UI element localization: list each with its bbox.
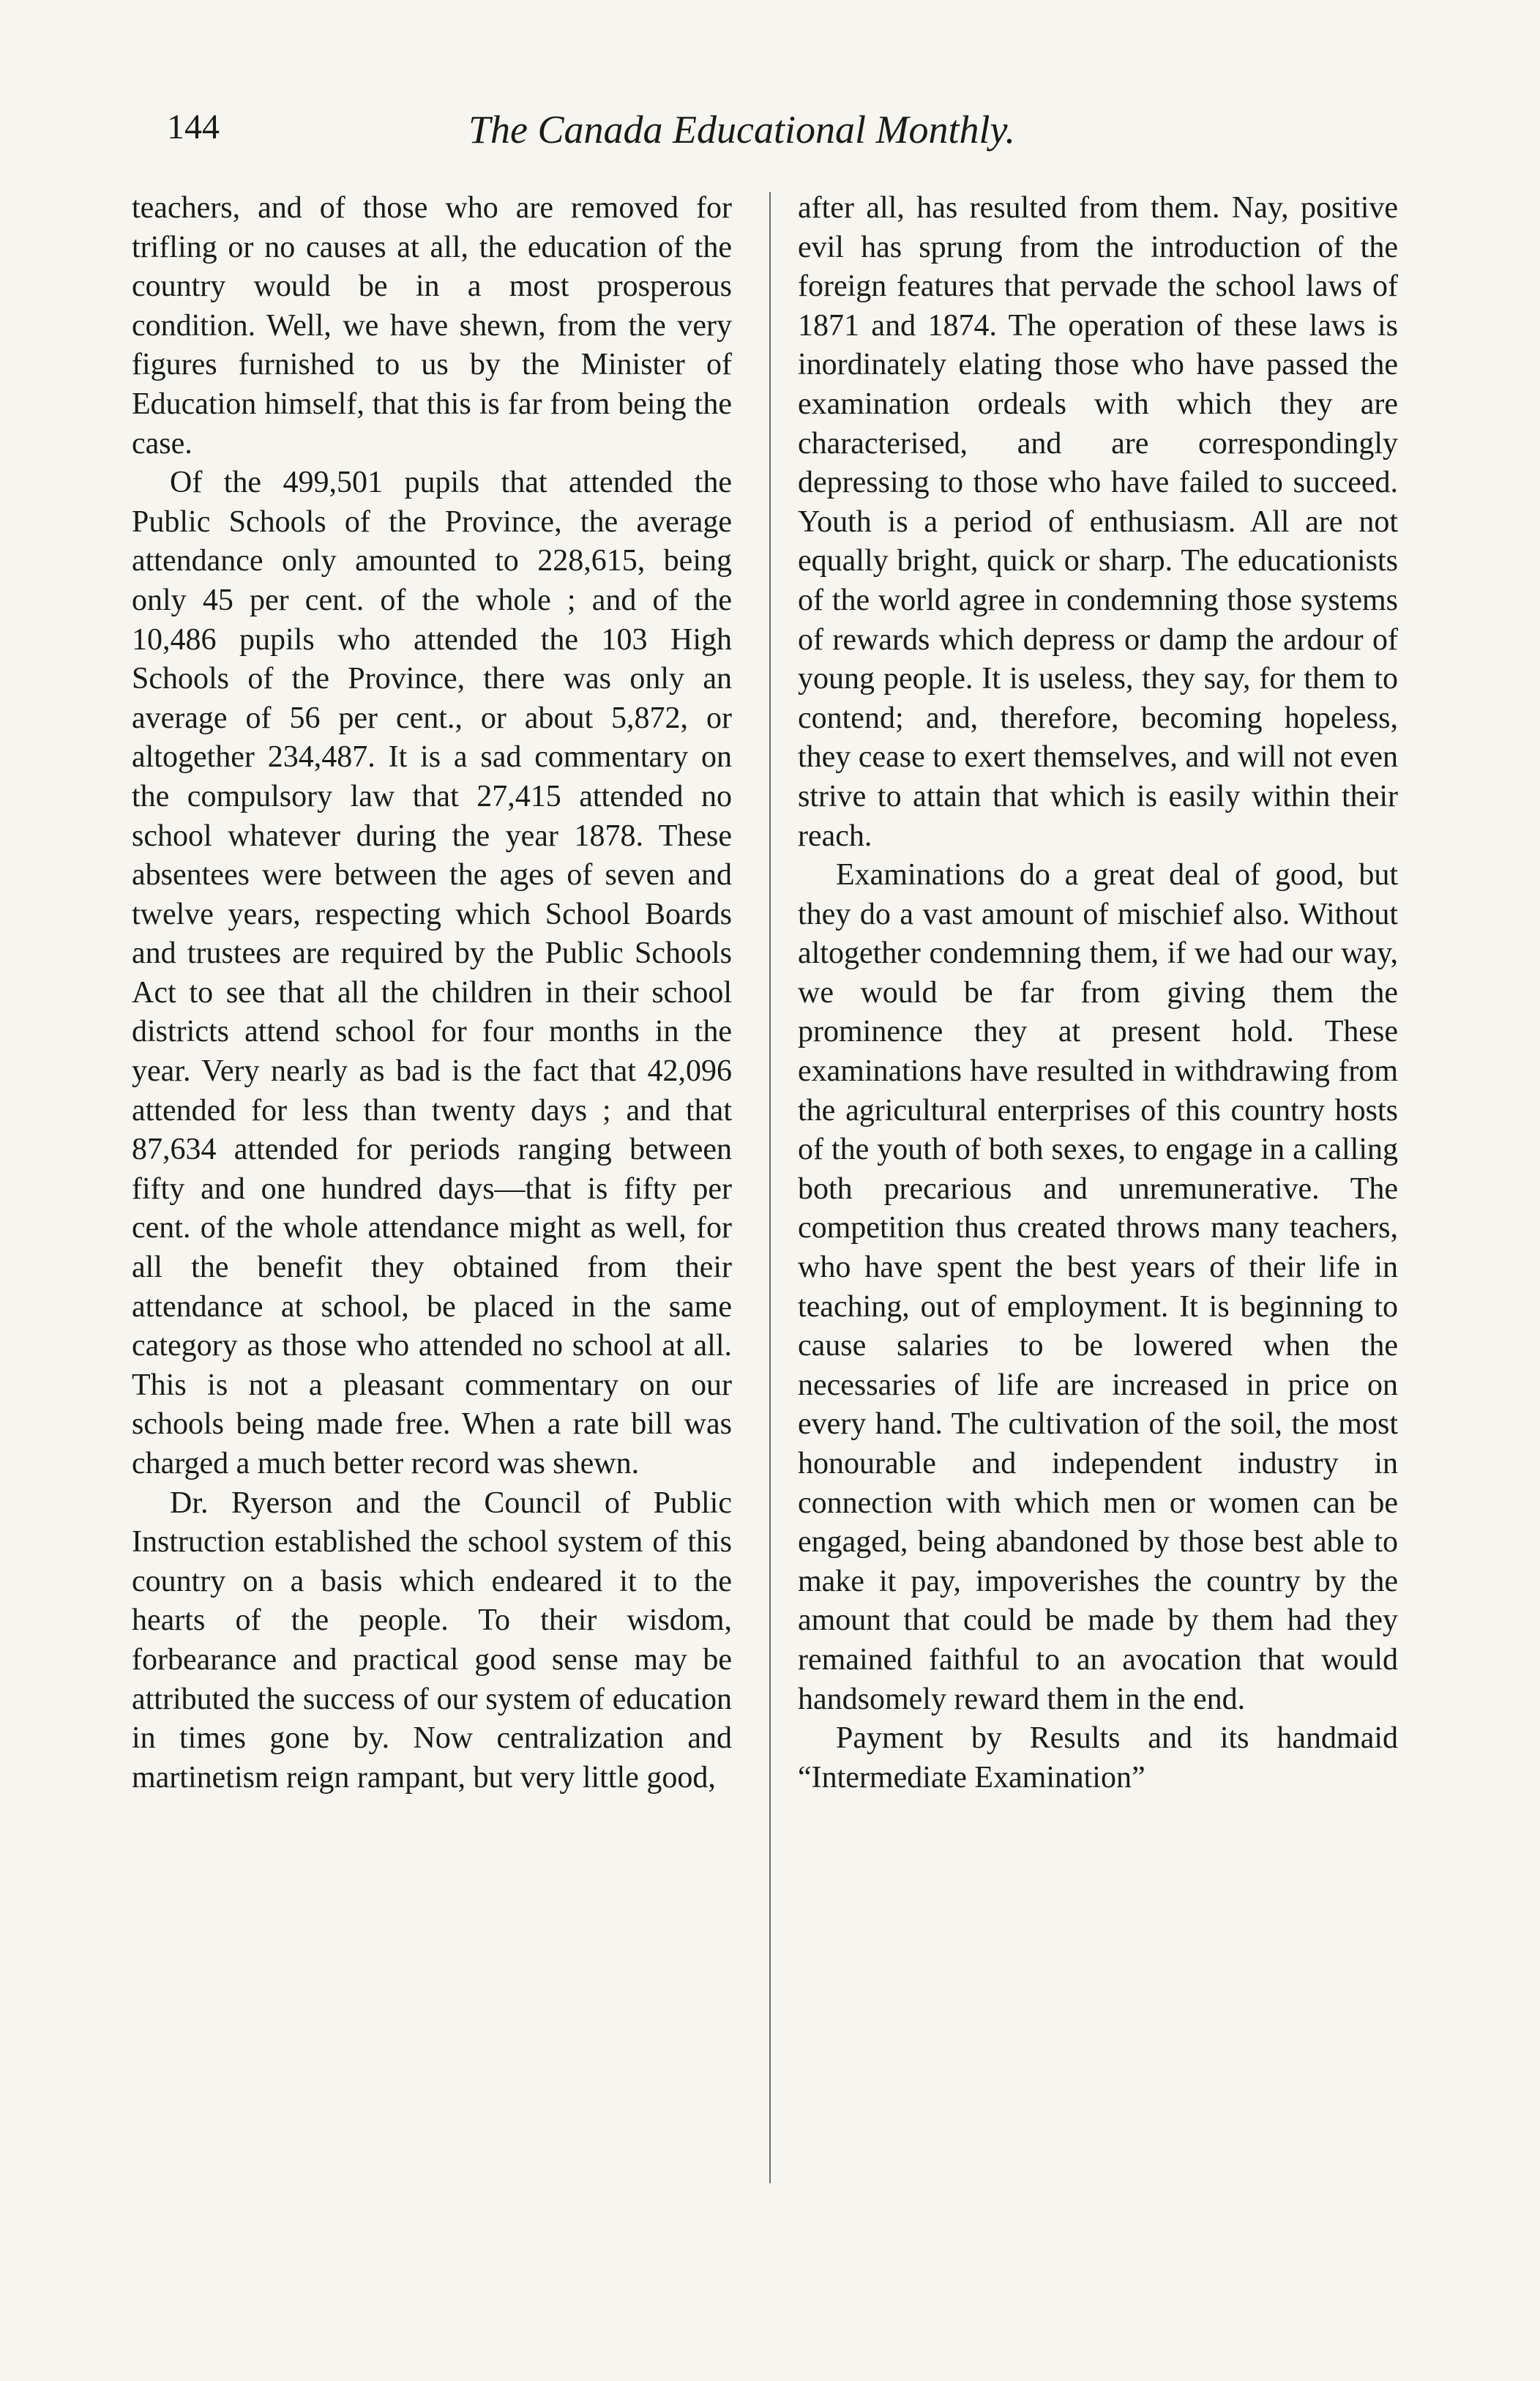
right-paragraph-3: Payment by Results and its handmaid “Intermediate Examination” bbox=[798, 1721, 1398, 1795]
left-paragraph-1: teachers, and of those who are removed for trifling or no causes at all, the education of the country would be in a most prosperous condition. Well, we have shewn, from the very figures furnished to us by the Minister of Education himself, that this is far from being the case. bbox=[132, 191, 732, 461]
right-paragraph-2: Examinations do a great deal of good, but they do a vast amount of mischief also. Without altogether condemning them, if we had our way, we would be far from giving them the prominence they at present hold. These examinations have resulted in withdrawing from the agricultural enterprises of this country hosts of the youth of both sexes, to engage in a calling both precarious and unremunerative. The competition thus created throws many teachers, who have spent the best years of their life in teaching, out of employment. It is beginning to cause salaries to be lowered when the necessaries of life are increased in price on every hand. The cultivation of the soil, the most honourable and independent industry in connection with which men or women can be engaged, being abandoned by those best able to make it pay, impoverishes the country by the amount that could be made by them had they remained faithful to an avocation that would handsomely reward them in the end. bbox=[798, 858, 1398, 1716]
left-column bbox=[132, 189, 732, 1797]
left-paragraph-2: Of the 499,501 pupils that attended the Public Schools of the Province, the average attendance only amounted to 228,615, being only 45 per cent. of the whole ; and of the 10,486 pupils who attended the 103 High Schools of the Province, there was only an average of 56 per cent., or about 5,872, or altogether 234,487. It is a sad commentary on the compulsory law that 27,415 attended no school whatever during the year 1878. These absentees were between the ages of seven and twelve years, respecting which School Boards and trustees are required by the Public Schools Act to see that all the children in their school districts attend school for four months in the year. Very nearly as bad is the fact that 42,096 attended for less than twenty days ; and that 87,634 attended for periods ranging between fifty and one hundred days—that is fifty per cent. of the whole attendance might as well, for all the benefit they obtained from their attendance at school, be placed in the same category as those who attended no school at all. This is not a pleasant commentary on our schools being made free. When a rate bill was charged a much better record was shewn. bbox=[132, 466, 732, 1480]
right-paragraph-1: after all, has resulted from them. Nay, positive evil has sprung from the introduction of the foreign features that pervade the school laws of 1871 and 1874. The operation of these laws is inordinately elating those who have passed the examination ordeals with which they are characterised, and are correspondingly depressing to those who have failed to succeed. Youth is a period of enthusiasm. All are not equally bright, quick or sharp. The educationists of the world agree in condemning those systems of rewards which depress or damp the ardour of young people. It is useless, they say, for them to contend; and, therefore, becoming hopeless, they cease to exert themselves, and will not even strive to attain that which is easily within their reach. bbox=[798, 191, 1398, 853]
right-column bbox=[798, 189, 1398, 1797]
column-divider bbox=[769, 192, 771, 2183]
left-paragraph-3: Dr. Ryerson and the Council of Public Instruction established the school system of this country on a basis which endeared it to the hearts of the people. To their wisdom, forbearance and practical good sense may be attributed the success of our system of education in times gone by. Now centralization and martinetism reign rampant, but very little good, bbox=[132, 1486, 732, 1795]
running-title: The Canada Educational Monthly. bbox=[468, 108, 1015, 152]
page-number: 144 bbox=[167, 108, 220, 146]
